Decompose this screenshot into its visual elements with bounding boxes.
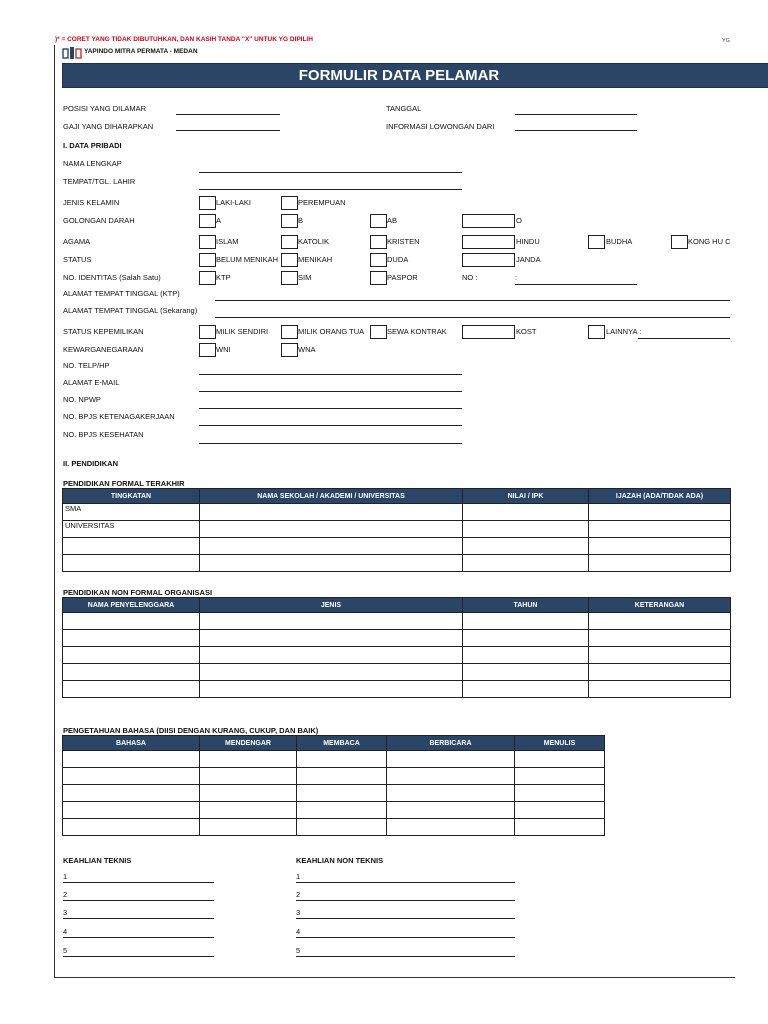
id-checkbox-sim[interactable] bbox=[281, 271, 298, 285]
agama-checkbox-katolik[interactable] bbox=[281, 235, 298, 249]
jk-checkbox-laki[interactable] bbox=[199, 196, 216, 210]
non-teknis-field-2[interactable] bbox=[296, 900, 515, 901]
status-option-duda: DUDA bbox=[387, 255, 409, 264]
formal-title: PENDIDIKAN FORMAL TERAKHIR bbox=[63, 479, 185, 488]
non-teknis-number: 3 bbox=[296, 908, 301, 917]
nonformal-title: PENDIDIKAN NON FORMAL ORGANISASI bbox=[63, 588, 213, 597]
formal-header-nilai: NILAI / IPK bbox=[463, 489, 589, 504]
form-code: YG bbox=[722, 38, 730, 44]
gd-option-a: A bbox=[216, 216, 222, 225]
agama-checkbox-konghucu[interactable] bbox=[671, 235, 688, 249]
teknis-number: 4 bbox=[63, 927, 68, 936]
non-teknis-field-1[interactable] bbox=[296, 882, 515, 883]
id-checkbox-paspor[interactable] bbox=[370, 271, 387, 285]
bahasa-header-berbicara: BERBICARA bbox=[387, 736, 515, 751]
alamat-ktp-label: ALAMAT TEMPAT TINGGAL (KTP) bbox=[63, 289, 180, 298]
gd-option-ab: AB bbox=[387, 216, 398, 225]
teknis-number: 1 bbox=[63, 872, 68, 881]
ttl-label: TEMPAT/TGL. LAHIR bbox=[63, 177, 136, 186]
email-label: ALAMAT E-MAIL bbox=[63, 378, 120, 387]
instruction-note: )* = CORET YANG TIDAK DIBUTUHKAN, DAN KASIH TANDA "X" UNTUK YG DIPILIH bbox=[55, 36, 313, 43]
kep-option-kost: KOST bbox=[516, 327, 537, 336]
non-teknis-number: 2 bbox=[296, 890, 301, 899]
bahasa-header-mendengar: MENDENGAR bbox=[200, 736, 297, 751]
jenis-kelamin-label: JENIS KELAMIN bbox=[63, 198, 120, 207]
keahlian-teknis-title: KEAHLIAN TEKNIS bbox=[63, 856, 132, 865]
non-teknis-field-3[interactable] bbox=[296, 918, 515, 919]
gd-option-b: B bbox=[298, 216, 304, 225]
id-no-colon: : bbox=[515, 273, 518, 282]
gd-checkbox-o[interactable] bbox=[462, 214, 515, 228]
table-row bbox=[63, 630, 731, 647]
id-no-label: NO : bbox=[462, 273, 478, 282]
bpjs-kes-label: NO. BPJS KESEHATAN bbox=[63, 430, 144, 439]
kw-option-wni: WNI bbox=[216, 345, 231, 354]
formal-cell[interactable] bbox=[589, 504, 731, 521]
bahasa-cell[interactable] bbox=[297, 802, 387, 819]
nonformal-cell[interactable] bbox=[63, 681, 200, 698]
info-field[interactable] bbox=[515, 130, 637, 131]
table-row bbox=[63, 768, 605, 785]
nonformal-cell[interactable] bbox=[63, 613, 200, 630]
formal-cell-tingkatan[interactable]: UNIVERSITAS bbox=[63, 521, 200, 538]
teknis-number: 3 bbox=[63, 908, 68, 917]
nonformal-header-tahun: TAHUN bbox=[463, 598, 589, 613]
nonformal-cell[interactable] bbox=[463, 647, 589, 664]
bahasa-cell[interactable] bbox=[515, 768, 605, 785]
agama-option-budha: BUDHA bbox=[606, 237, 633, 246]
nonformal-cell[interactable] bbox=[63, 647, 200, 664]
id-option-sim: SIM bbox=[298, 273, 312, 282]
formal-cell[interactable] bbox=[200, 504, 463, 521]
kep-option-lainnya: LAINNYA : bbox=[606, 327, 642, 336]
formal-cell-tingkatan[interactable] bbox=[63, 555, 200, 572]
pendidikan-heading: II. PENDIDIKAN bbox=[63, 459, 119, 468]
gaji-label: GAJI YANG DIHARAPKAN bbox=[63, 122, 154, 131]
status-option-belum: BELUM MENIKAH bbox=[216, 255, 279, 264]
nama-field[interactable] bbox=[199, 172, 462, 173]
keahlian-non-teknis-title: KEAHLIAN NON TEKNIS bbox=[296, 856, 384, 865]
formal-cell[interactable] bbox=[589, 555, 731, 572]
gol-darah-label: GOLONGAN DARAH bbox=[63, 216, 135, 225]
bahasa-cell[interactable] bbox=[297, 785, 387, 802]
nama-label: NAMA LENGKAP bbox=[63, 159, 122, 168]
bahasa-title: PENGETAHUAN BAHASA (DIISI DENGAN KURANG, CUKUP, DAN BAIK) bbox=[63, 726, 319, 735]
nonformal-cell[interactable] bbox=[463, 630, 589, 647]
bahasa-table bbox=[62, 735, 605, 836]
bahasa-cell[interactable] bbox=[200, 802, 297, 819]
gaji-field[interactable] bbox=[176, 130, 280, 131]
bahasa-cell[interactable] bbox=[515, 819, 605, 836]
jk-option-perempuan: PEREMPUAN bbox=[298, 198, 346, 207]
bahasa-cell[interactable] bbox=[63, 751, 200, 768]
company-name: YAPINDO MITRA PERMATA - MEDAN bbox=[84, 48, 198, 55]
bahasa-cell[interactable] bbox=[387, 751, 515, 768]
table-row bbox=[63, 647, 731, 664]
bpjs-kes-field[interactable] bbox=[199, 443, 462, 444]
bahasa-cell[interactable] bbox=[515, 785, 605, 802]
kep-checkbox-sewa[interactable] bbox=[370, 325, 387, 339]
status-checkbox-janda[interactable] bbox=[462, 253, 515, 267]
nonformal-cell[interactable] bbox=[463, 681, 589, 698]
agama-option-islam: ISLAM bbox=[216, 237, 239, 246]
formal-cell-tingkatan[interactable]: SMA bbox=[63, 504, 200, 521]
formal-cell[interactable] bbox=[589, 538, 731, 555]
status-checkbox-menikah[interactable] bbox=[281, 253, 298, 267]
table-row bbox=[63, 504, 731, 521]
kep-checkbox-lainnya[interactable] bbox=[588, 325, 605, 339]
kep-checkbox-kost[interactable] bbox=[462, 325, 515, 339]
kepemilikan-label: STATUS KEPEMILIKAN bbox=[63, 327, 144, 336]
formal-header-sekolah: NAMA SEKOLAH / AKADEMI / UNIVERSITAS bbox=[200, 489, 463, 504]
table-row bbox=[63, 613, 731, 630]
nonformal-cell[interactable] bbox=[200, 630, 463, 647]
data-pribadi-heading: I. DATA PRIBADI bbox=[63, 141, 122, 150]
id-option-paspor: PASPOR bbox=[387, 273, 418, 282]
id-option-ktp: KTP bbox=[216, 273, 231, 282]
form-title-bar bbox=[62, 63, 768, 88]
nonformal-cell[interactable] bbox=[589, 630, 731, 647]
status-label: STATUS bbox=[63, 255, 92, 264]
status-option-janda: JANDA bbox=[516, 255, 541, 264]
status-checkbox-belum[interactable] bbox=[199, 253, 216, 267]
bahasa-cell[interactable] bbox=[200, 751, 297, 768]
jk-checkbox-perempuan[interactable] bbox=[281, 196, 298, 210]
agama-checkbox-hindu[interactable] bbox=[462, 235, 515, 249]
formal-cell[interactable] bbox=[463, 538, 589, 555]
gd-checkbox-ab[interactable] bbox=[370, 214, 387, 228]
alamat-ktp-field[interactable] bbox=[215, 300, 730, 301]
table-row bbox=[63, 555, 731, 572]
telp-field[interactable] bbox=[199, 374, 462, 375]
agama-option-hindu: HINDU bbox=[516, 237, 540, 246]
agama-checkbox-budha[interactable] bbox=[588, 235, 605, 249]
bahasa-cell[interactable] bbox=[387, 785, 515, 802]
form-title: FORMULIR DATA PELAMAR bbox=[298, 67, 500, 84]
bahasa-cell[interactable] bbox=[63, 785, 200, 802]
kep-checkbox-orangtua[interactable] bbox=[281, 325, 298, 339]
nonformal-cell[interactable] bbox=[463, 664, 589, 681]
agama-checkbox-kristen[interactable] bbox=[370, 235, 387, 249]
bahasa-cell[interactable] bbox=[387, 768, 515, 785]
nonformal-cell[interactable] bbox=[63, 630, 200, 647]
bahasa-cell[interactable] bbox=[515, 802, 605, 819]
bahasa-cell[interactable] bbox=[63, 819, 200, 836]
formal-cell[interactable] bbox=[200, 555, 463, 572]
kw-checkbox-wna[interactable] bbox=[281, 343, 298, 357]
teknis-field-1[interactable] bbox=[63, 882, 214, 883]
bahasa-cell[interactable] bbox=[200, 785, 297, 802]
teknis-field-5[interactable] bbox=[63, 956, 214, 957]
teknis-number: 5 bbox=[63, 946, 68, 955]
table-row bbox=[63, 664, 731, 681]
agama-option-konghucu: KONG HU C bbox=[688, 237, 731, 246]
nonformal-cell[interactable] bbox=[589, 613, 731, 630]
gd-option-o: O bbox=[516, 216, 522, 225]
table-row bbox=[63, 785, 605, 802]
nonformal-cell[interactable] bbox=[200, 613, 463, 630]
status-option-menikah: MENIKAH bbox=[298, 255, 333, 264]
nonformal-cell[interactable] bbox=[200, 681, 463, 698]
kw-option-wna: WNA bbox=[298, 345, 316, 354]
non-teknis-field-5[interactable] bbox=[296, 956, 515, 957]
info-label: INFORMASI LOWONGAN DARI bbox=[386, 122, 495, 131]
kewarganegaraan-label: KEWARGANEGARAAN bbox=[63, 345, 144, 354]
table-row bbox=[63, 751, 605, 768]
posisi-label: POSISI YANG DILAMAR bbox=[63, 104, 147, 113]
bahasa-cell[interactable] bbox=[297, 751, 387, 768]
non-teknis-number: 4 bbox=[296, 927, 301, 936]
agama-option-kristen: KRISTEN bbox=[387, 237, 420, 246]
jk-option-laki: LAKI-LAKI bbox=[216, 198, 252, 207]
posisi-field[interactable] bbox=[176, 114, 280, 115]
alamat-now-field[interactable] bbox=[215, 317, 730, 318]
non-teknis-field-4[interactable] bbox=[296, 937, 515, 938]
bahasa-header-menulis: MENULIS bbox=[515, 736, 605, 751]
bpjs-tk-label: NO. BPJS KETENAGAKERJAAN bbox=[63, 412, 175, 421]
bahasa-header-bahasa: BAHASA bbox=[63, 736, 200, 751]
formal-cell[interactable] bbox=[463, 504, 589, 521]
agama-label: AGAMA bbox=[63, 237, 91, 246]
gd-checkbox-b[interactable] bbox=[281, 214, 298, 228]
company-logo-icon bbox=[62, 46, 82, 60]
nonformal-table bbox=[62, 597, 731, 698]
nonformal-header-penyelenggara: NAMA PENYELENGGARA bbox=[63, 598, 200, 613]
formal-cell[interactable] bbox=[463, 555, 589, 572]
id-number-field[interactable] bbox=[515, 284, 637, 285]
nonformal-cell[interactable] bbox=[589, 664, 731, 681]
table-row bbox=[63, 538, 731, 555]
bahasa-cell[interactable] bbox=[200, 768, 297, 785]
formal-cell[interactable] bbox=[200, 521, 463, 538]
bahasa-cell[interactable] bbox=[387, 802, 515, 819]
formal-header-tingkatan: TINGKATAN bbox=[63, 489, 200, 504]
nonformal-cell[interactable] bbox=[589, 647, 731, 664]
status-checkbox-duda[interactable] bbox=[370, 253, 387, 267]
bahasa-cell[interactable] bbox=[63, 802, 200, 819]
teknis-number: 2 bbox=[63, 890, 68, 899]
bpjs-tk-field[interactable] bbox=[199, 425, 462, 426]
teknis-field-4[interactable] bbox=[63, 937, 214, 938]
table-row bbox=[63, 521, 731, 538]
nonformal-cell[interactable] bbox=[200, 647, 463, 664]
formal-cell[interactable] bbox=[589, 521, 731, 538]
formal-cell[interactable] bbox=[463, 521, 589, 538]
bahasa-cell[interactable] bbox=[297, 768, 387, 785]
kep-lainnya-field[interactable] bbox=[638, 338, 730, 339]
formal-cell-tingkatan[interactable] bbox=[63, 538, 200, 555]
table-row bbox=[63, 819, 605, 836]
table-row bbox=[63, 681, 731, 698]
tanggal-label: TANGGAL bbox=[386, 104, 422, 113]
agama-option-katolik: KATOLIK bbox=[298, 237, 329, 246]
teknis-field-2[interactable] bbox=[63, 900, 214, 901]
ttl-field[interactable] bbox=[199, 189, 462, 190]
nonformal-cell[interactable] bbox=[63, 664, 200, 681]
kep-option-sewa: SEWA KONTRAK bbox=[387, 327, 447, 336]
formal-header-ijazah: IJAZAH (ADA/TIDAK ADA) bbox=[589, 489, 731, 504]
agama-checkbox-islam[interactable] bbox=[199, 235, 216, 249]
nonformal-cell[interactable] bbox=[200, 664, 463, 681]
bahasa-header-membaca: MEMBACA bbox=[297, 736, 387, 751]
kw-checkbox-wni[interactable] bbox=[199, 343, 216, 357]
kep-option-orangtua: MILIK ORANG TUA bbox=[298, 327, 365, 336]
identitas-label: NO. IDENTITAS (Salah Satu) bbox=[63, 273, 161, 282]
bahasa-cell[interactable] bbox=[63, 768, 200, 785]
bahasa-cell[interactable] bbox=[387, 819, 515, 836]
kep-option-sendiri: MILIK SENDIRI bbox=[216, 327, 269, 336]
teknis-field-3[interactable] bbox=[63, 918, 214, 919]
table-row bbox=[63, 802, 605, 819]
telp-label: NO. TELP/HP bbox=[63, 361, 110, 370]
email-field[interactable] bbox=[199, 391, 462, 392]
nonformal-header-jenis: JENIS bbox=[200, 598, 463, 613]
nonformal-header-keterangan: KETERANGAN bbox=[589, 598, 731, 613]
bahasa-cell[interactable] bbox=[200, 819, 297, 836]
non-teknis-number: 1 bbox=[296, 872, 301, 881]
tanggal-field[interactable] bbox=[515, 114, 637, 115]
formal-table bbox=[62, 488, 731, 572]
npwp-label: NO. NPWP bbox=[63, 395, 101, 404]
gd-checkbox-a[interactable] bbox=[199, 214, 216, 228]
kep-checkbox-sendiri[interactable] bbox=[199, 325, 216, 339]
bahasa-cell[interactable] bbox=[515, 751, 605, 768]
nonformal-cell[interactable] bbox=[589, 681, 731, 698]
npwp-field[interactable] bbox=[199, 408, 462, 409]
non-teknis-number: 5 bbox=[296, 946, 301, 955]
id-checkbox-ktp[interactable] bbox=[199, 271, 216, 285]
bahasa-cell[interactable] bbox=[297, 819, 387, 836]
nonformal-cell[interactable] bbox=[463, 613, 589, 630]
alamat-now-label: ALAMAT TEMPAT TINGGAL (Sekarang) bbox=[63, 306, 198, 315]
formal-cell[interactable] bbox=[200, 538, 463, 555]
